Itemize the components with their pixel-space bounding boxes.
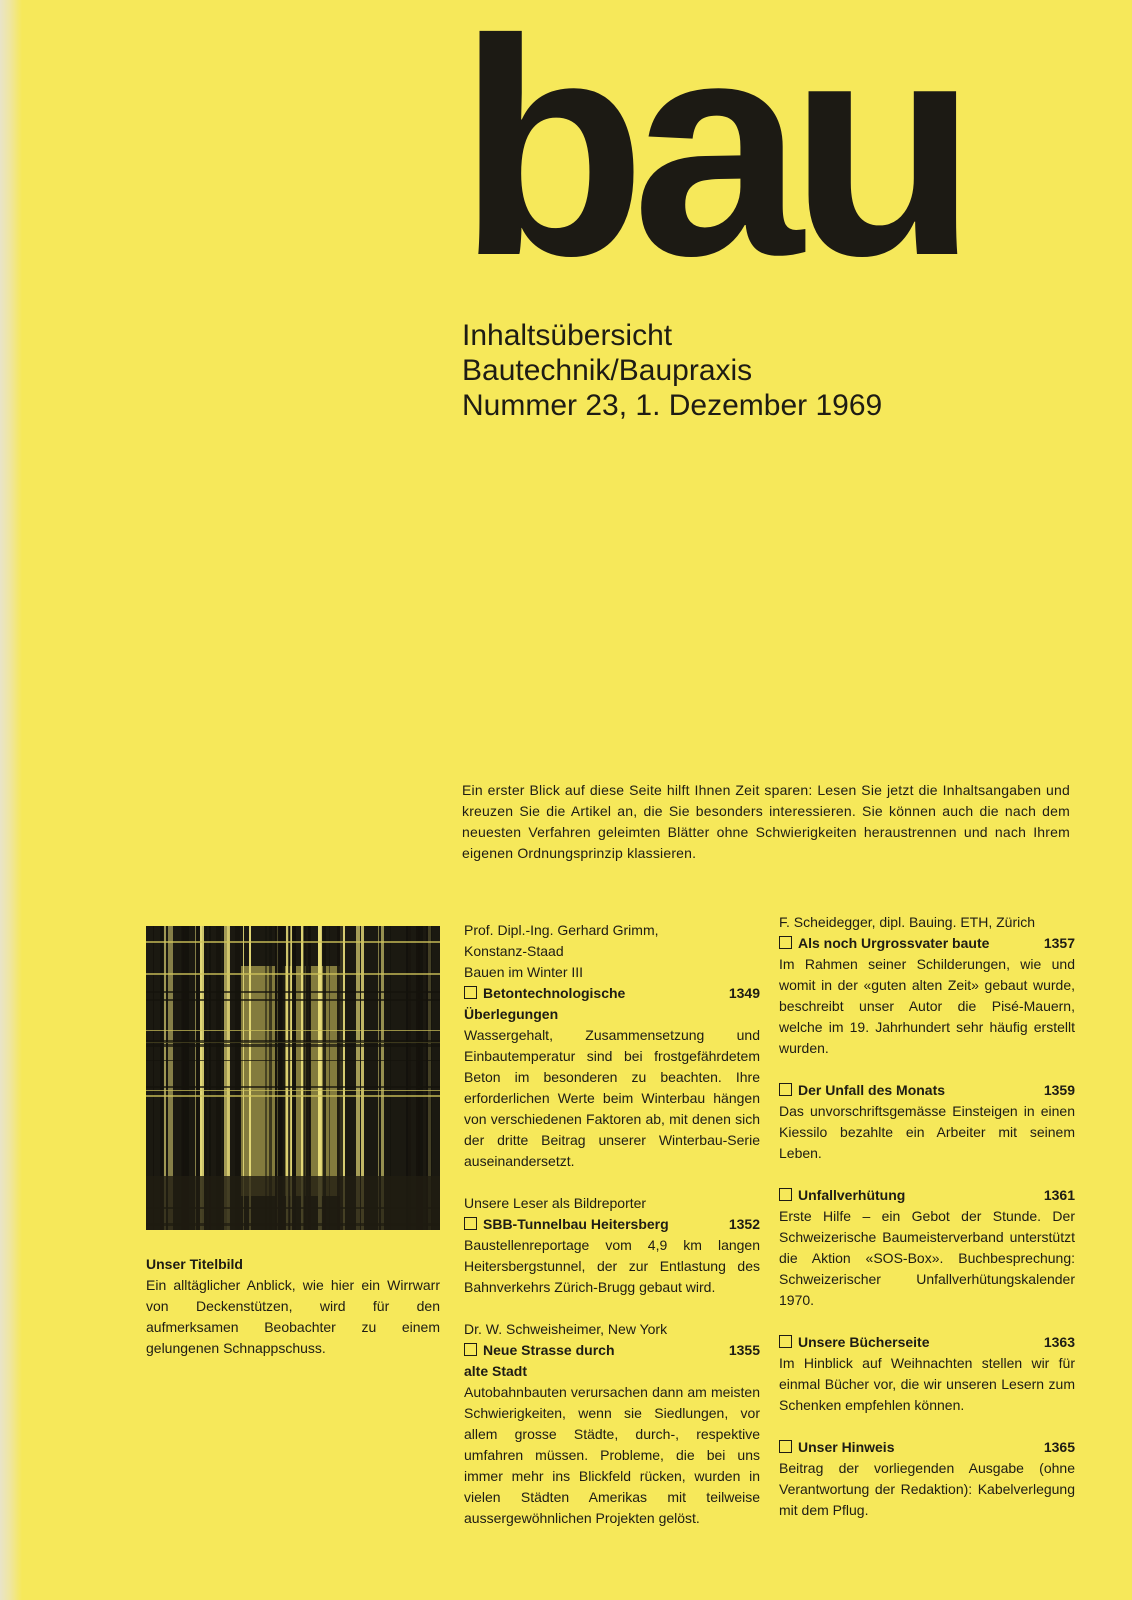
scaffolding-photo: [146, 926, 440, 1230]
article-checkbox[interactable]: [779, 1188, 792, 1201]
article-checkbox[interactable]: [779, 1083, 792, 1096]
entry-page-number: 1357: [1043, 935, 1075, 951]
entry-description: Autobahnbauten verursachen dann am meisten Schwierigkeiten, wenn sie Siedlungen, vor allem grosse Städte, durch-, respektive umfahren müssen. Probleme, die bei uns immer mehr ins Blickfeld rücken, wurden in vielen Städten Amerikas mit teilweise aussergewöhnlichen Projekten gelöst.: [464, 1384, 760, 1526]
contents-column-left: [464, 920, 760, 1550]
contents-entry: [464, 1193, 760, 1298]
entry-heading: [779, 1080, 1075, 1101]
contents-entry: [779, 1437, 1075, 1521]
entry-title: Als noch Urgrossvater baute: [798, 935, 990, 951]
entry-title: Unser Hinweis: [798, 1439, 895, 1455]
entry-description: Baustellenreportage vom 4,9 km langen Heitersbergstunnel, der zur Entlastung des Bahnverkehrs Zürich-Brugg gebaut wird.: [464, 1237, 760, 1295]
cover-caption-title: Unser Titelbild: [146, 1256, 243, 1272]
entry-heading: [779, 1185, 1075, 1206]
entry-page-number: 1355: [728, 1342, 760, 1358]
entry-heading: [779, 933, 1075, 954]
entry-title-group: [464, 1214, 669, 1235]
entry-title-continued: alte Stadt: [464, 1363, 528, 1379]
entry-page-number: 1359: [1043, 1082, 1075, 1098]
cover-caption: [146, 1254, 440, 1359]
entry-page-number: 1365: [1043, 1439, 1075, 1455]
entry-page-number: 1349: [728, 985, 760, 1001]
entry-heading: [779, 1437, 1075, 1458]
entry-heading: [464, 1214, 760, 1235]
entry-page-number: 1352: [728, 1216, 760, 1232]
entry-description: Im Hinblick auf Weihnachten stellen wir für einmal Bücher vor, die wir unseren Lesern zum Schenken empfehlen können.: [779, 1355, 1075, 1413]
entry-title-group: [464, 1340, 615, 1361]
entry-author-line: Prof. Dipl.-Ing. Gerhard Grimm,: [464, 922, 659, 938]
cover-photo: [146, 926, 440, 1230]
torn-page-edge: [0, 0, 22, 1600]
contents-entry: [464, 920, 760, 1172]
entry-heading: [464, 1340, 760, 1361]
entry-title-group: [464, 983, 625, 1004]
contents-entry: [464, 1319, 760, 1529]
article-checkbox[interactable]: [464, 1217, 477, 1230]
entry-description: Das unvorschriftsgemässe Einsteigen in einen Kiessilo bezahlte ein Arbeiter mit seinem Leben.: [779, 1103, 1075, 1161]
entry-title-group: [779, 1185, 905, 1206]
entry-title-group: [779, 1080, 945, 1101]
subtitle-line: Bautechnik/Baupraxis: [462, 354, 753, 387]
magazine-logo: bau: [458, 0, 964, 320]
contents-entry: [779, 912, 1075, 1059]
contents-column-right: [779, 912, 1075, 1542]
entry-author-line: F. Scheidegger, dipl. Bauing. ETH, Zürich: [779, 914, 1036, 930]
entry-title: Unfallverhütung: [798, 1187, 906, 1203]
entry-author-line: Konstanz-Staad: [464, 943, 564, 959]
entry-heading: [464, 983, 760, 1004]
entry-description: Im Rahmen seiner Schilderungen, wie und womit in der «guten alten Zeit» gebaut wurde, beschreibt unser Autor die Pisé-Mauern, welche im 19. Jahrhundert sehr häufig erstellt wurden.: [779, 956, 1075, 1056]
entry-title: Der Unfall des Monats: [798, 1082, 946, 1098]
entry-title: SBB-Tunnelbau Heitersberg: [483, 1216, 669, 1232]
intro-paragraph: Ein erster Blick auf diese Seite hilft Ihnen Zeit sparen: Lesen Sie jetzt die Inhaltsangaben und kreuzen Sie die Artikel an, die Sie besonders interessieren. Sie können auch die nach dem neuesten Verfahren geleimten Blätter ohne Schwierigkeiten heraustrennen und nach Ihrem eigenen Ordnungsprinzip klassieren.: [462, 782, 1070, 861]
entry-title: Betontechnologische: [483, 985, 626, 1001]
subtitle-line: Inhaltsübersicht: [462, 319, 673, 352]
entry-author-line: Bauen im Winter III: [464, 964, 584, 980]
cover-caption-text: Ein alltäglicher Anblick, wie hier ein Wirrwarr von Deckenstützen, wird für den aufmerksamen Beobachter zu einem gelungenen Schnappschuss.: [146, 1277, 440, 1356]
entry-title-group: [779, 933, 989, 954]
entry-heading: [779, 1332, 1075, 1353]
article-checkbox[interactable]: [464, 1343, 477, 1356]
entry-description: Beitrag der vorliegenden Ausgabe (ohne Verantwortung der Redaktion): Kabelverlegung mit dem Pflug.: [779, 1460, 1075, 1518]
entry-title-group: [779, 1437, 894, 1458]
contents-entry: [779, 1080, 1075, 1164]
contents-entry: [779, 1185, 1075, 1311]
entry-author-line: Dr. W. Schweisheimer, New York: [464, 1321, 668, 1337]
entry-author-line: Unsere Leser als Bildreporter: [464, 1195, 647, 1211]
entry-page-number: 1361: [1043, 1187, 1075, 1203]
article-checkbox[interactable]: [779, 1440, 792, 1453]
article-checkbox[interactable]: [779, 1335, 792, 1348]
entry-title: Neue Strasse durch: [483, 1342, 615, 1358]
entry-title-continued: Überlegungen: [464, 1006, 559, 1022]
entry-page-number: 1363: [1043, 1334, 1075, 1350]
contents-entry: [779, 1332, 1075, 1416]
article-checkbox[interactable]: [779, 936, 792, 949]
entry-description: Wassergehalt, Zusammensetzung und Einbautemperatur sind bei frostgefährdetem Beton im besonderen zu beachten. Ihre erforderlichen Werte beim Winterbau hängen von verschiedenen Faktoren ab, mit denen sich der dritte Beitrag unserer Winterbau-Serie auseinandersetzt.: [464, 1027, 760, 1169]
entry-title: Unsere Bücherseite: [798, 1334, 930, 1350]
subtitle-line: Nummer 23, 1. Dezember 1969: [462, 389, 883, 422]
entry-title-group: [779, 1332, 930, 1353]
entry-description: Erste Hilfe – ein Gebot der Stunde. Der Schweizerische Baumeisterverband unterstützt die Aktion «SOS-Box». Buchbesprechung: Schweizerischer Unfallverhütungskalender 1970.: [779, 1208, 1075, 1308]
issue-subtitle: [462, 318, 882, 423]
article-checkbox[interactable]: [464, 986, 477, 999]
